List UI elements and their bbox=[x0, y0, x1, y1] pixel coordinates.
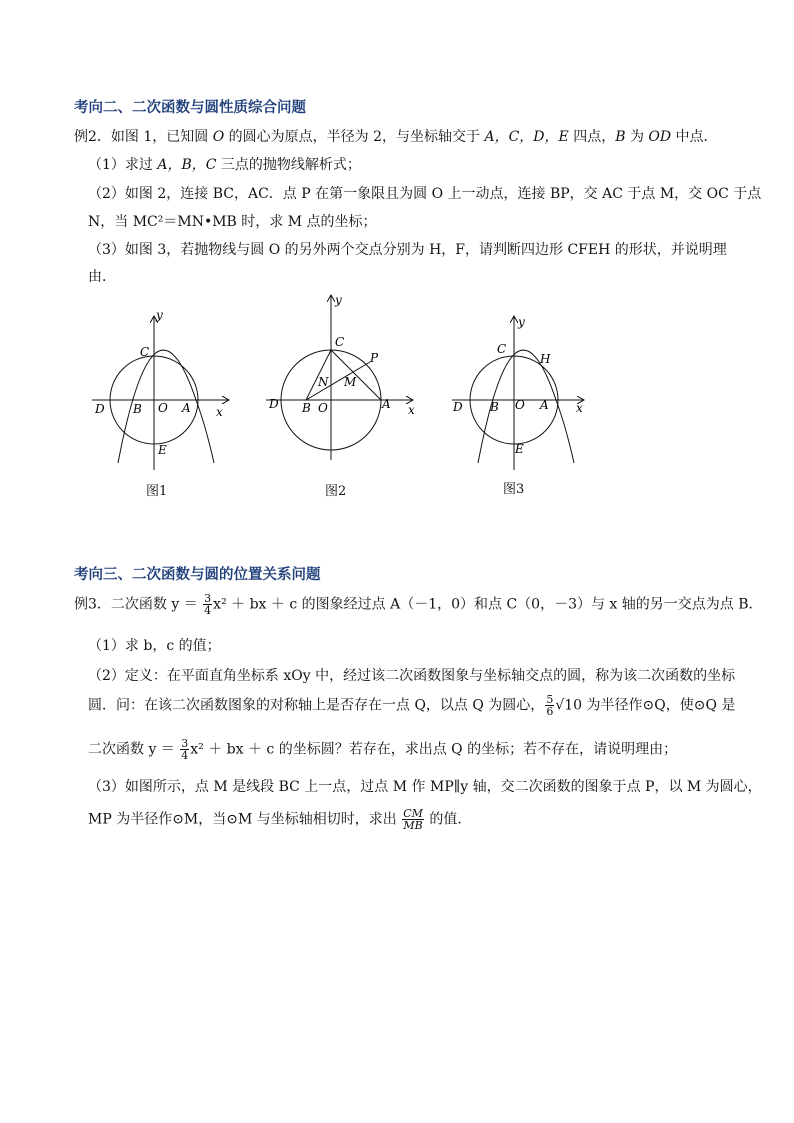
text: OD bbox=[648, 129, 672, 145]
figure-1 bbox=[88, 305, 248, 475]
fraction-cm-mb bbox=[402, 808, 424, 831]
text: O bbox=[212, 129, 225, 145]
text: 二次函数 y ＝ bbox=[88, 741, 180, 758]
fraction-3-4 bbox=[203, 593, 212, 616]
numerator: 3 bbox=[204, 592, 212, 605]
label-a: A bbox=[382, 397, 391, 411]
text: 的圆心为原点，半径为 2，与坐标轴交于 bbox=[224, 129, 485, 145]
text: 为 bbox=[625, 129, 649, 145]
example2-question2-line2: N，当 MC²＝MN•MB 时，求 M 点的坐标； bbox=[88, 214, 377, 230]
example3-intro bbox=[74, 593, 763, 616]
text: A，B，C bbox=[157, 157, 217, 173]
label-c: C bbox=[497, 342, 507, 356]
text: MP 为半径作⊙M，当⊙M 与坐标轴相切时，求出 bbox=[88, 811, 402, 828]
example2-question3-line1: （3）如图 3，若抛物线与圆 O 的另外两个交点分别为 H，F，请判断四边形 CFEH 的形状，并说明理 bbox=[88, 242, 727, 258]
figure-3 bbox=[448, 305, 598, 475]
label-d: D bbox=[269, 397, 279, 411]
label-b: B bbox=[490, 400, 499, 414]
label-c: C bbox=[335, 335, 345, 349]
label-b: B bbox=[302, 401, 311, 415]
label-y: y bbox=[335, 293, 342, 307]
denominator: 6 bbox=[546, 705, 554, 718]
example2-question3-line2: 由． bbox=[88, 269, 116, 285]
label-a: A bbox=[182, 401, 191, 415]
example3-question2-line1: （2）定义：在平面直角坐标系 xOy 中，经过该二次函数图象与坐标轴交点的圆，称为该二次函数的坐标 bbox=[88, 668, 736, 684]
denominator: MB bbox=[403, 819, 423, 832]
text: 中点． bbox=[671, 129, 718, 145]
text: 四点， bbox=[568, 129, 616, 145]
label-o: O bbox=[318, 401, 328, 415]
text: 例3．二次函数 y ＝ bbox=[74, 596, 203, 613]
figure-2-caption: 图2 bbox=[325, 484, 347, 499]
label-y: y bbox=[156, 308, 163, 322]
text: x² ＋ bx ＋ c 的图象经过点 A（－1，0）和点 C（0，－3）与 x 轴的另一交点为点 B． bbox=[213, 596, 763, 613]
label-a: A bbox=[540, 398, 549, 412]
example3-question2-line2 bbox=[88, 694, 735, 717]
numerator: 3 bbox=[181, 737, 189, 750]
denominator: 4 bbox=[181, 749, 189, 762]
fraction-5-6 bbox=[545, 694, 554, 717]
label-d: D bbox=[453, 400, 463, 414]
label-x: x bbox=[408, 403, 415, 417]
label-d: D bbox=[95, 402, 105, 416]
label-p: P bbox=[370, 351, 379, 365]
text: 的值． bbox=[424, 811, 472, 828]
text: B bbox=[615, 129, 626, 145]
label-h: H bbox=[540, 352, 551, 366]
figure-2 bbox=[262, 290, 422, 470]
label-e: E bbox=[158, 443, 167, 457]
numerator: 5 bbox=[546, 693, 554, 706]
figure-3-caption: 图3 bbox=[503, 482, 525, 497]
example3-question3-line1: （3）如图所示，点 M 是线段 BC 上一点，过点 M 作 MP∥y 轴，交二次函数的图象于点 P，以 M 为圆心， bbox=[88, 779, 762, 795]
label-c: C bbox=[140, 345, 150, 359]
label-o: O bbox=[158, 401, 168, 415]
section3-heading: 考向三、二次函数与圆的位置关系问题 bbox=[74, 566, 321, 583]
fraction-3-4 bbox=[180, 738, 189, 761]
section2-heading: 考向二、二次函数与圆性质综合问题 bbox=[74, 99, 306, 116]
text: 为半径作⊙Q，使⊙Q 是 bbox=[582, 697, 736, 714]
text: 圆．问：在该二次函数图象的对称轴上是否存在一点 Q，以点 Q 为圆心， bbox=[88, 697, 545, 714]
label-m: M bbox=[344, 375, 357, 389]
example3-question1: （1）求 b，c 的值； bbox=[88, 638, 221, 654]
text: 三点的抛物线解析式； bbox=[216, 157, 361, 173]
sqrt-10: √10 bbox=[555, 697, 583, 714]
label-b: B bbox=[133, 402, 142, 416]
label-e: E bbox=[515, 442, 524, 456]
example3-question2-line3 bbox=[88, 738, 677, 761]
text: A，C，D，E bbox=[484, 129, 569, 145]
text: 例2．如图 1，已知圆 bbox=[74, 129, 213, 145]
label-y: y bbox=[518, 315, 525, 329]
numerator: CM bbox=[403, 807, 423, 820]
text: x² ＋ bx ＋ c 的坐标圆？若存在，求出点 Q 的坐标；若不存在，请说明理由； bbox=[190, 741, 678, 758]
label-x: x bbox=[576, 401, 583, 415]
figure-1-caption: 图1 bbox=[146, 484, 168, 499]
example2-intro bbox=[74, 126, 718, 146]
example2-question2-line1: （2）如图 2，连接 BC，AC．点 P 在第一象限且为圆 O 上一动点，连接 BP，交 AC 于点 M，交 OC 于点 bbox=[88, 186, 762, 202]
label-n: N bbox=[318, 375, 329, 389]
example2-question1 bbox=[88, 154, 361, 174]
text: （1）求过 bbox=[88, 157, 158, 173]
denominator: 4 bbox=[204, 604, 212, 617]
label-o: O bbox=[515, 398, 525, 412]
label-x: x bbox=[216, 405, 223, 419]
example3-question3-line2 bbox=[88, 808, 471, 831]
